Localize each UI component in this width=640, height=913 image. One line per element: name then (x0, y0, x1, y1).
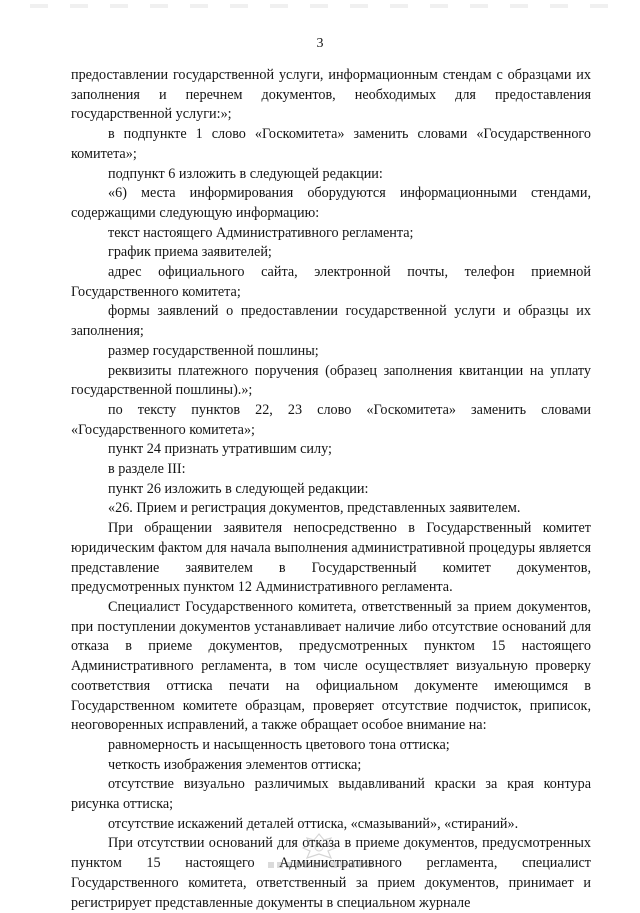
paragraph-17: Специалист Государственного комитета, ответственный за прием документов, при поступлении документов устанавливает наличие либо отсутствие оснований для отказа в приеме документов, предусмотренных пунктом 15 настоящего Административного регламента, в том числе осуществляет визуальную проверку соответствия оттиска печати на официальном документе имеющимся в Государственном комитете образцам, проверяет отсутствие подчисток, приписок, неоговоренных исправлений, а также обращает особое внимание на: (71, 598, 591, 734)
paragraph-16: При обращении заявителя непосредственно в Государственный комитет юридическим фактом для начала выполнения административной процедуры является представление заявителем в Государственный комитет документов, предусмотренных пунктом 12 Административного регламента. (71, 520, 591, 596)
emblem-watermark-icon (300, 832, 338, 860)
paragraph-1: предоставлении государственной услуги, информационным стендам с образцами их заполнения и перечнем документов, необходимых для предоставления государственной услуги:»; (71, 67, 591, 123)
paragraph-22: При отсутствии оснований для отказа в приеме документов, предусмотренных пунктом 15 настоящего Административного регламента, специалист Государственного комитета, ответственный за прием документов, принимает и регистрирует представленные документы в специальном журнале (71, 835, 591, 911)
scan-noise (30, 4, 610, 8)
paragraph-15: «26. Прием и регистрация документов, представленных заявителем. (108, 500, 521, 517)
paragraph-9: размер государственной пошлины; (108, 342, 319, 359)
paragraph-5: текст настоящего Административного регламента; (108, 224, 414, 241)
paragraph-20: отсутствие визуально различимых выдавливаний краски за края контура рисунка оттиска; (71, 776, 591, 813)
page-number: 3 (316, 36, 324, 51)
paragraph-4: «6) места информирования оборудуются информационными стендами, содержащими следующую информацию: (71, 185, 591, 221)
paragraph-21: отсутствие искажений деталей оттиска, «смазываний», «стираний». (108, 815, 519, 832)
paragraph-8: формы заявлений о предоставлении государственной услуги и образцы их заполнения; (71, 303, 591, 340)
paragraph-7: адрес официального сайта, электронной почты, телефон приемной Государственного комитета; (71, 264, 591, 300)
paragraph-3: подпункт 6 изложить в следующей редакции: (108, 165, 383, 182)
paragraph-18: равномерность и насыщенность цветового тона оттиска; (108, 736, 450, 753)
paragraph-14: пункт 26 изложить в следующей редакции: (108, 480, 369, 497)
watermark-caption (268, 862, 372, 868)
paragraph-11: по тексту пунктов 22, 23 слово «Госкомитета» заменить словами «Государственного комитета»; (71, 401, 591, 438)
paragraph-13: в разделе III: (108, 461, 186, 478)
document-body (71, 66, 591, 913)
paragraph-6: график приема заявителей; (108, 244, 272, 261)
paragraph-19: четкость изображения элементов оттиска; (108, 756, 362, 773)
paragraph-2: в подпункте 1 слово «Госкомитета» заменить словами «Государственного комитета»; (71, 126, 591, 162)
paragraph-12: пункт 24 признать утратившим силу; (108, 441, 332, 458)
paragraph-10: реквизиты платежного поручения (образец заполнения квитанции на уплату государственной пошлины).»; (71, 362, 591, 399)
